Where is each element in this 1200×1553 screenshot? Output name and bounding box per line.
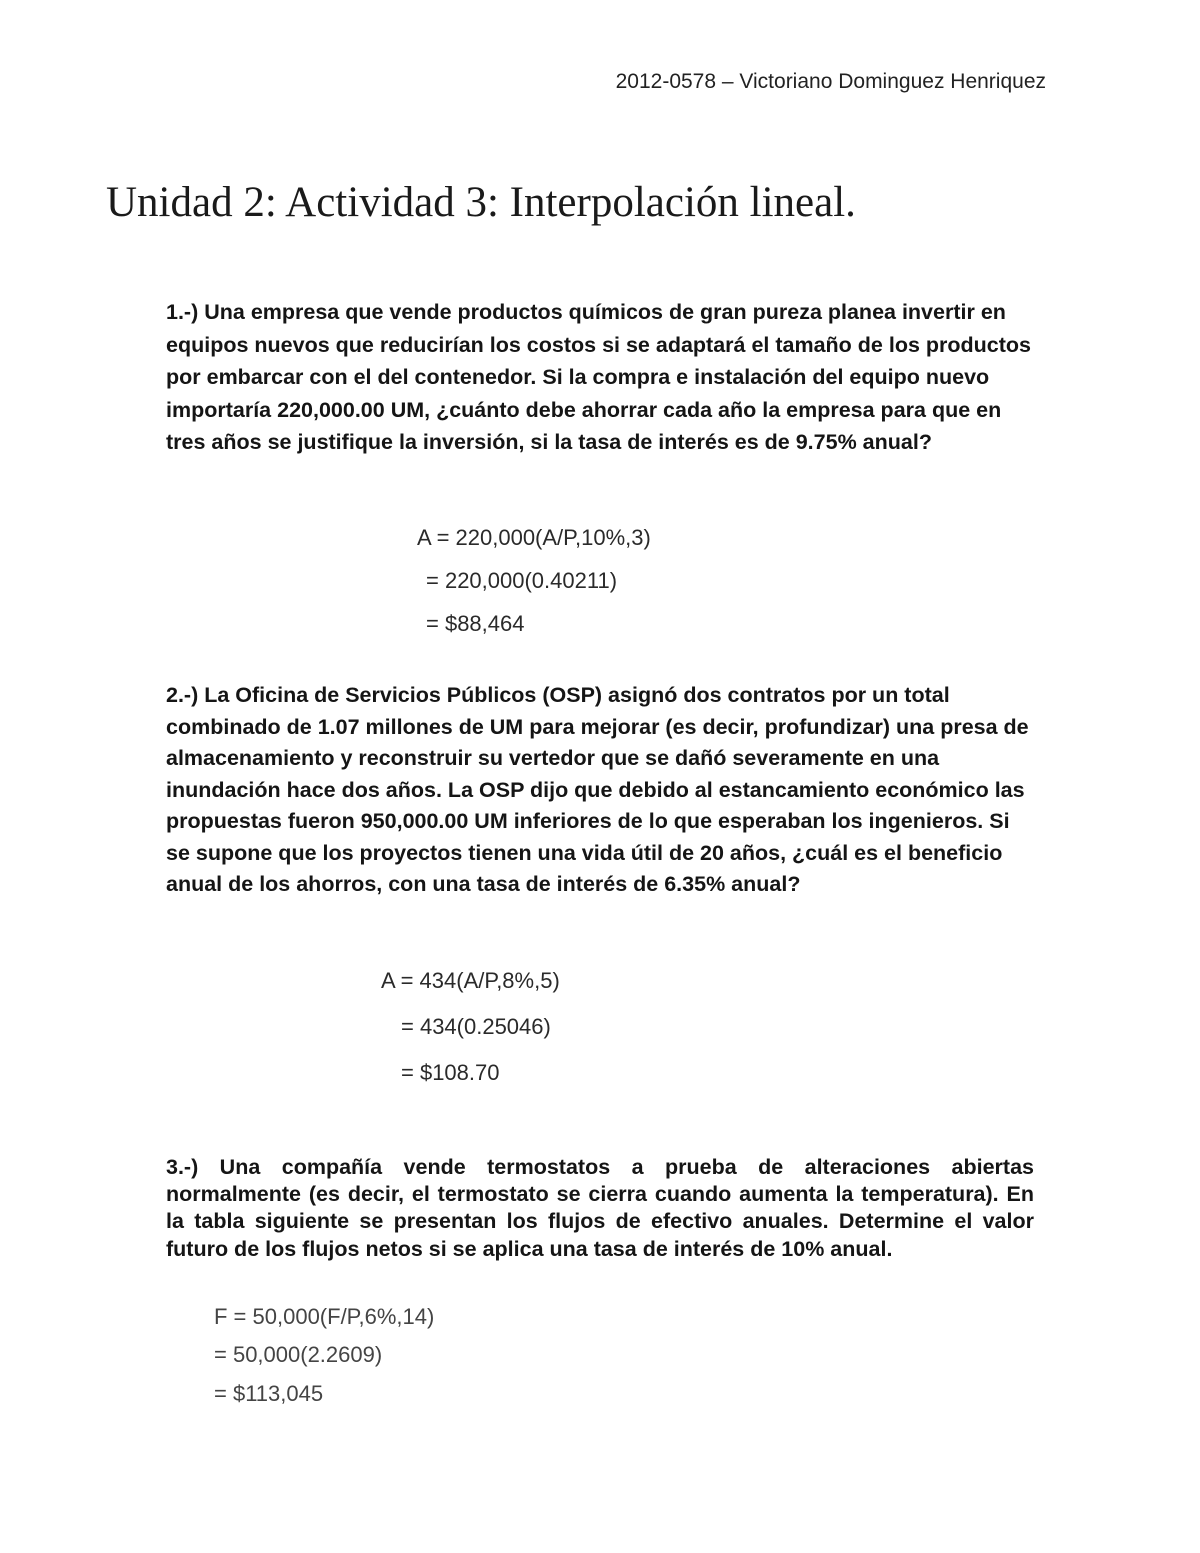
formula-line: = 434(0.25046) [401, 1014, 551, 1039]
problem-1-text: 1.-) Una empresa que vende productos químicos de gran pureza planea invertir en equipos nuevos que reducirían los costos si se adaptará el tamaño de los productos por embarcar con el del contenedor. Si la compra e instalación del equipo nuevo importaría 220,000.00 UM, ¿cuánto debe ahorrar cada año la empresa para que en tres años se justifique la inversión, si la tasa de interés es de 9.75% anual? [166, 300, 1031, 455]
formula-line: = $88,464 [426, 611, 525, 636]
problem-2-text: 2.-) La Oficina de Servicios Públicos (OSP) asignó dos contratos por un total combinado de 1.07 millones de UM para mejorar (es decir, profundizar) una presa de almacenamiento y reconstruir su vertedor que se dañó severamente en una inundación hace dos años. La OSP dijo que debido al estancamiento económico las propuestas fueron 950,000.00 UM inferiores de lo que esperaban los ingenieros. Si se supone que los proyectos tienen una vida útil de 20 años, ¿cuál es el beneficio anual de los ahorros, con una tasa de interés de 6.35% anual? [166, 683, 1029, 896]
formula-line: = 220,000(0.40211) [426, 568, 618, 593]
formula-line: F = 50,000(F/P,6%,14) [214, 1304, 435, 1329]
header-author-line: 2012-0578 – Victoriano Dominguez Henriquez [615, 70, 1046, 93]
formula-line: A = 434(A/P,8%,5) [381, 968, 560, 993]
formula-line: = $113,045 [214, 1381, 324, 1406]
problem-3-text: 3.-) Una compañía vende termostatos a prueba de alteraciones abiertas normalmente (es decir, el termostato se cierra cuando aumenta la temperatura). En la tabla siguiente se presentan los flujos de efectivo anuales. Determine el valor futuro de los flujos netos si se aplica una tasa de interés de 10% anual. [166, 1155, 1034, 1261]
formula-line: A = 220,000(A/P,10%,3) [417, 525, 651, 550]
page-title: Unidad 2: Actividad 3: Interpolación lineal. [106, 179, 856, 226]
formula-line: = $108.70 [401, 1060, 500, 1085]
formula-line: = 50,000(2.2609) [214, 1342, 383, 1367]
